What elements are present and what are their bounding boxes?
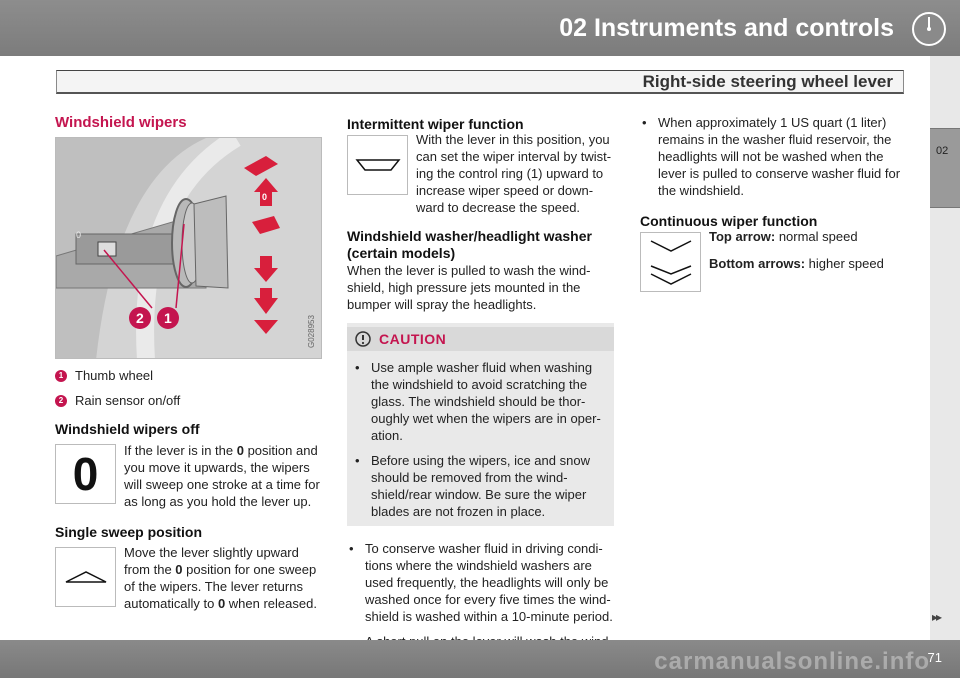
caution-bullet: • Use ample washer fluid when washing the windshield to avoid scratching the glass. The windshield should be thor-oughly wet when the wipers are in oper-ation. [355, 360, 601, 443]
column-right [640, 114, 910, 292]
intermittent-icon [355, 157, 401, 173]
high-speed-icon [649, 264, 693, 286]
lever-diagram [56, 138, 322, 359]
chapter-title: 02 Instruments and controls [559, 14, 894, 42]
intermittent-block [347, 129, 614, 216]
wipers-off-text: If the lever is in the 0 position and you move it upwards, the wipers will sweep one stroke at a time for as long as you hold the lever up. [124, 443, 320, 509]
intermittent-heading: Intermittent wiper function [347, 116, 524, 132]
next-page-arrows: ▸▸ [931, 610, 940, 624]
section-title-bar [56, 70, 904, 94]
callout-2: 2 [136, 310, 144, 326]
legend-badge: 1 [55, 370, 67, 382]
intermittent-symbol-box [347, 135, 408, 195]
lever-zero-mark: 0 [76, 230, 82, 240]
wipers-heading: Windshield wipers [55, 114, 187, 131]
gauge-icon [910, 10, 948, 48]
legend-badge: 2 [55, 395, 67, 407]
section-title: Right-side steering wheel lever [642, 72, 893, 91]
washer-heading: Windshield washer/headlight washer (certain models) [347, 228, 592, 261]
callout-1: 1 [164, 310, 172, 326]
caution-bullet: • Before using the wipers, ice and snow should be removed from the wind-shield/rear window. Be sure the wiper blades are not frozen in place. [355, 453, 590, 519]
figure-code: G028953 [307, 315, 316, 348]
single-sweep-text: Move the lever slightly upward from the 0 position for one sweep of the wipers. The lever returns automatically to 0 when released. [124, 545, 317, 611]
intermittent-text: With the lever in this position, you can set the wiper interval by twist-ing the control ring (1) upward to increase wiper speed or down-ward to decrease the speed. [416, 132, 612, 215]
warning-icon [355, 331, 371, 347]
lever-illustration [55, 137, 322, 359]
continuous-symbol-box [640, 232, 701, 292]
zero-symbol-box [55, 444, 116, 504]
continuous-text: Top arrow: normal speed Bottom arrows: higher speed [709, 229, 884, 271]
continuous-heading: Continuous wiper function [640, 213, 818, 229]
single-sweep-heading: Single sweep position [55, 524, 203, 540]
arrow-zero-mark: 0 [262, 192, 268, 202]
page-number: 71 [927, 650, 942, 665]
normal-speed-icon [649, 239, 693, 253]
column-middle [347, 114, 614, 667]
legend-text: Rain sensor on/off [75, 393, 181, 408]
chapter-tab [930, 128, 960, 208]
zero-symbol: 0 [72, 448, 99, 500]
chapter-tab-label: 02 [936, 145, 949, 157]
caution-box [347, 323, 614, 526]
legend-item-2 [55, 392, 325, 409]
watermark: carmanualsonline.info [654, 648, 930, 675]
column-left [55, 114, 325, 612]
legend-item-1 [55, 367, 325, 384]
wipers-off-heading: Windshield wipers off [55, 421, 200, 437]
list-item: • To conserve washer fluid in driving condi-tions where the windshield washers are used frequently, the headlights will only be washed once for every five times the wind-shield is washed within a 10-minute period. [349, 541, 613, 624]
single-sweep-icon [64, 569, 108, 585]
legend-text: Thumb wheel [75, 368, 154, 383]
caution-header [347, 327, 614, 351]
caution-title: CAUTION [379, 330, 447, 347]
washer-text: When the lever is pulled to wash the wind-shield, high pressure jets mounted in the bumper will spray the headlights. [347, 263, 591, 312]
continuous-block [640, 226, 910, 292]
single-sweep-symbol-box [55, 547, 116, 607]
list-item: • When approximately 1 US quart (1 liter) remains in the washer fluid reservoir, the headlights will not be washed when the lever is pulled to conserve washer fluid for the windshield. [642, 115, 901, 198]
